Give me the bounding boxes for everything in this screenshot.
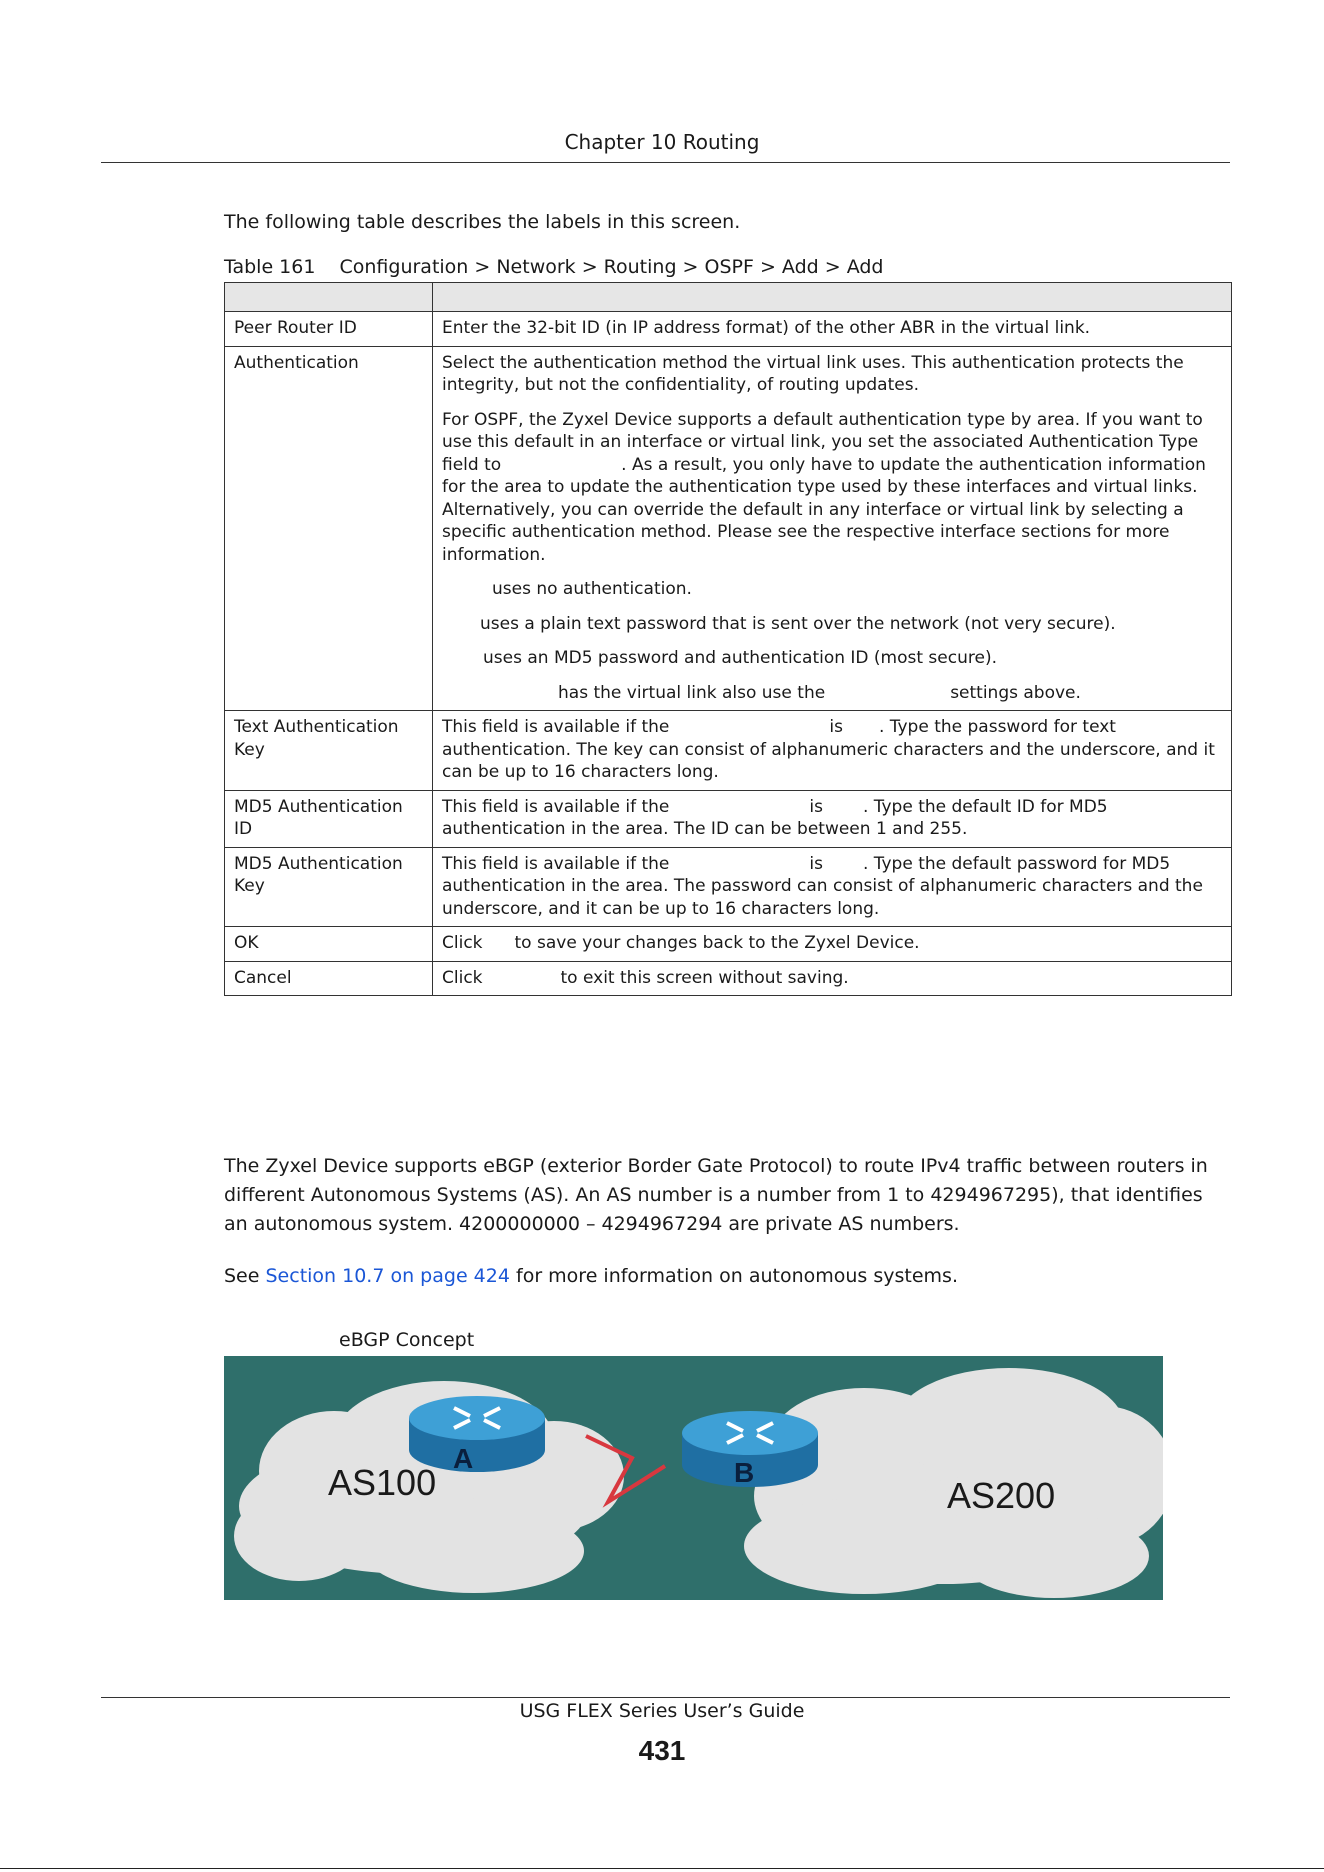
see-also-paragraph: See Section 10.7 on page 424 for more information on autonomous systems. — [224, 1265, 958, 1287]
router-b-icon — [682, 1411, 818, 1488]
figure-caption: eBGP Concept — [339, 1329, 475, 1351]
router-b-label: B — [734, 1457, 755, 1488]
table-row — [225, 711, 1232, 791]
table-header-row — [225, 283, 1232, 312]
row-description: Enter the 32-bit ID (in IP address format) of the other ABR in the virtual link. — [433, 312, 1232, 347]
chapter-header: Chapter 10 Routing — [564, 130, 760, 154]
table-header-label — [225, 283, 433, 312]
row-label: OK — [225, 927, 433, 962]
table-caption — [224, 256, 883, 278]
row-label: MD5 Authentication Key — [225, 847, 433, 927]
ebgp-paragraph: The Zyxel Device supports eBGP (exterior Border Gate Protocol) to route IPv4 traffic between routers in different Autonomous Systems (AS). An AS number is a number from 1 to 4294967295), that identifies an autonomous system. 4200000000 – 4294967294 are private AS numbers. — [224, 1155, 1208, 1235]
table-row — [225, 346, 1232, 711]
table-row — [225, 961, 1232, 996]
row-description: This field is available if the is . Type the default ID for MD5 authentication in the area. The ID can be between 1 and 255. — [433, 790, 1232, 847]
as100-label: AS100 — [328, 1462, 437, 1503]
table-header-description — [433, 283, 1232, 312]
row-description: Click to save your changes back to the Zyxel Device. — [433, 927, 1232, 962]
guide-title: USG FLEX Series User’s Guide — [519, 1700, 805, 1722]
header-rule — [101, 162, 1230, 163]
auth-paragraph-2 — [442, 409, 1222, 567]
table-row — [225, 790, 1232, 847]
bottom-rule — [0, 1868, 1324, 1869]
row-label: Text Authentication Key — [225, 711, 433, 791]
auth-paragraph-1: Select the authentication method the virtual link uses. This authentication protects the integrity, but not the confidentiality, of routing updates. — [442, 352, 1184, 395]
ebgp-concept-figure — [224, 1356, 1163, 1600]
table-path: Configuration > Network > Routing > OSPF > Add > Add — [339, 256, 884, 278]
row-description: Click to exit this screen without saving. — [433, 961, 1232, 996]
row-label: Cancel — [225, 961, 433, 996]
auth-option-md5: uses an MD5 password and authentication ID (most secure). — [483, 648, 997, 668]
auth-option-text: uses a plain text password that is sent over the network (not very secure). — [480, 613, 1116, 634]
row-description: This field is available if the is . Type the default password for MD5 authentication in the area. The password can consist of alphanumeric characters and the underscore, and it can be up to 16 characters long. — [433, 847, 1232, 927]
table-row — [225, 847, 1232, 927]
page-number: 431 — [638, 1735, 686, 1766]
table-row — [225, 312, 1232, 347]
router-a-label: A — [453, 1443, 474, 1474]
section-link[interactable]: Section 10.7 on page 424 — [265, 1265, 510, 1287]
row-label: MD5 Authentication ID — [225, 790, 433, 847]
intro-text: The following table describes the labels in this screen. — [224, 211, 741, 233]
labels-table — [224, 282, 1232, 996]
auth-paragraph-2b: . As a result, you only have to update the authentication information for the area to update the authentication type used by these interfaces and virtual links. Alternatively, you can override the default in any interface or virtual link by selecting a specific authentication method. Please see the respective interface sections for more information. — [442, 454, 1206, 565]
table-row — [225, 927, 1232, 962]
row-label: Peer Router ID — [225, 312, 433, 347]
row-label: Authentication — [225, 346, 433, 711]
row-description: This field is available if the is . Type the password for text authentication. The key can consist of alphanumeric characters and the underscore, and it can be up to 16 characters long. — [433, 711, 1232, 791]
row-description — [433, 346, 1232, 711]
auth-paragraph-2a: For OSPF, the Zyxel Device supports a default authentication type by area. If you want to use this default in an interface or virtual link, you set the associated Authentication Type field to — [442, 409, 1203, 475]
footer-rule — [101, 1697, 1230, 1698]
auth-option-same-as-area: has the virtual link also use the settings above. — [558, 682, 1081, 703]
table-number: Table 161 — [224, 256, 316, 278]
as200-label: AS200 — [947, 1475, 1056, 1516]
auth-option-none: uses no authentication. — [492, 579, 692, 599]
